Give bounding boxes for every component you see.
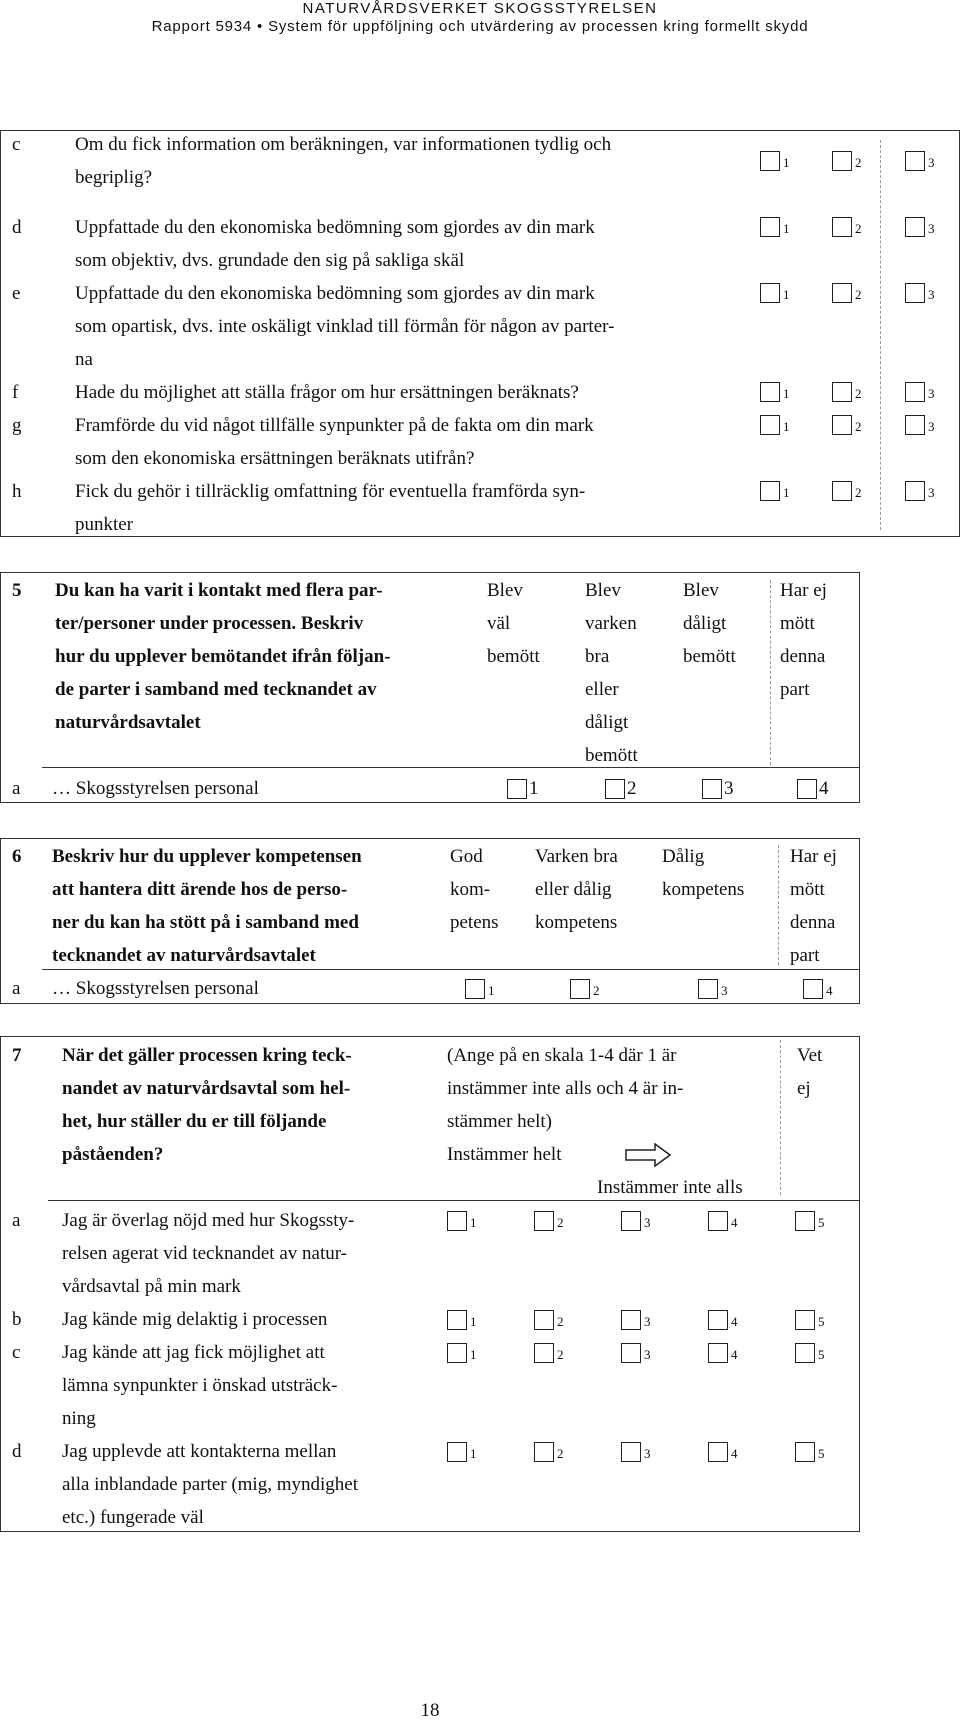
question-text-line: nandet av naturvårdsavtal som hel- bbox=[62, 1078, 351, 1099]
scale-label: 4 bbox=[819, 778, 829, 799]
scale-label: 1 bbox=[783, 287, 790, 302]
checkbox-q7c-2[interactable] bbox=[534, 1343, 554, 1363]
item-text-line: Hade du möjlighet att ställa frågor om hur ersättningen beräknats? bbox=[75, 382, 579, 403]
scale-label: 4 bbox=[826, 983, 833, 998]
column-header: bemött bbox=[585, 745, 638, 766]
checkbox-f-2[interactable] bbox=[832, 382, 852, 402]
item-letter: d bbox=[12, 1441, 22, 1462]
checkbox-q7d-1[interactable] bbox=[447, 1442, 467, 1462]
column-header: väl bbox=[487, 613, 511, 634]
scale-label: 2 bbox=[855, 155, 862, 170]
arrow-right-icon bbox=[625, 1143, 671, 1167]
checkbox-d-2[interactable] bbox=[832, 217, 852, 237]
scale-label: 4 bbox=[731, 1215, 738, 1230]
scale-label: 3 bbox=[721, 983, 728, 998]
item-text-line: relsen agerat vid tecknandet av natur- bbox=[62, 1243, 348, 1264]
scale-label: 5 bbox=[818, 1314, 825, 1329]
scale-label: 2 bbox=[855, 386, 862, 401]
scale-label: 3 bbox=[928, 419, 935, 434]
scale-label: 2 bbox=[855, 419, 862, 434]
question-text-line: Du kan ha varit i kontakt med flera par- bbox=[55, 580, 383, 601]
item-text-line: som opartisk, dvs. inte oskäligt vinklad till förmån för någon av parter- bbox=[75, 316, 615, 337]
scale-label: 2 bbox=[557, 1347, 564, 1362]
checkbox-h-1[interactable] bbox=[760, 481, 780, 501]
scale-label: 3 bbox=[928, 287, 935, 302]
question-text-line: naturvårdsavtalet bbox=[55, 712, 201, 733]
checkbox-q7a-5[interactable] bbox=[795, 1211, 815, 1231]
item-letter: f bbox=[12, 382, 19, 403]
item-text-line: alla inblandade parter (mig, myndighet bbox=[62, 1474, 358, 1495]
item-text-line: Jag kände att jag fick möjlighet att bbox=[62, 1342, 325, 1363]
column-header: kompetens bbox=[662, 879, 745, 900]
column-header: denna bbox=[780, 646, 826, 667]
item-text-line: na bbox=[75, 349, 93, 370]
column-header: kompetens bbox=[535, 912, 618, 933]
checkbox-q5-2[interactable] bbox=[605, 779, 625, 799]
question-text-line: het, hur ställer du er till följande bbox=[62, 1111, 327, 1132]
checkbox-g-3[interactable] bbox=[905, 415, 925, 435]
item-text-line: Jag kände mig delaktig i processen bbox=[62, 1309, 328, 1330]
scale-label: 2 bbox=[593, 983, 600, 998]
checkbox-d-1[interactable] bbox=[760, 217, 780, 237]
row-letter: a bbox=[12, 778, 21, 799]
checkbox-q7d-2[interactable] bbox=[534, 1442, 554, 1462]
scale-label: 1 bbox=[470, 1314, 477, 1329]
divider bbox=[42, 767, 860, 768]
item-text-line: Om du fick information om beräkningen, var informationen tydlig och bbox=[75, 134, 612, 155]
column-header: varken bbox=[585, 613, 637, 634]
question-number: 6 bbox=[12, 846, 22, 867]
question-text-line: Beskriv hur du upplever kompetensen bbox=[52, 846, 362, 867]
checkbox-h-2[interactable] bbox=[832, 481, 852, 501]
scale-label: 3 bbox=[928, 386, 935, 401]
scale-label: 5 bbox=[818, 1446, 825, 1461]
item-text-line: Uppfattade du den ekonomiska bedömning som gjordes av din mark bbox=[75, 283, 595, 304]
checkbox-q7c-4[interactable] bbox=[708, 1343, 728, 1363]
checkbox-q5-3[interactable] bbox=[702, 779, 722, 799]
checkbox-c-2[interactable] bbox=[832, 151, 852, 171]
instruction-end: Instämmer inte alls bbox=[597, 1177, 743, 1198]
scale-label: 1 bbox=[529, 778, 539, 799]
checkbox-h-3[interactable] bbox=[905, 481, 925, 501]
column-header: denna bbox=[790, 912, 836, 933]
question-text-line: hur du upplever bemötandet ifrån följan- bbox=[55, 646, 391, 667]
column-header: Blev bbox=[487, 580, 523, 601]
checkbox-q5-1[interactable] bbox=[507, 779, 527, 799]
scale-label: 3 bbox=[644, 1314, 651, 1329]
page-number: 18 bbox=[420, 1700, 440, 1721]
question-text-line: ner du kan ha stött på i samband med bbox=[52, 912, 359, 933]
checkbox-q7b-4[interactable] bbox=[708, 1310, 728, 1330]
checkbox-q7b-2[interactable] bbox=[534, 1310, 554, 1330]
agency-header: NATURVÅRDSVERKET SKOGSSTYRELSEN bbox=[302, 0, 658, 17]
checkbox-c-1[interactable] bbox=[760, 151, 780, 171]
scale-label: 2 bbox=[557, 1446, 564, 1461]
scale-label: 3 bbox=[928, 485, 935, 500]
item-text-line: Jag upplevde att kontakterna mellan bbox=[62, 1441, 337, 1462]
column-header: bemött bbox=[683, 646, 736, 667]
item-letter: h bbox=[12, 481, 22, 502]
instruction-line: stämmer helt) bbox=[447, 1111, 552, 1132]
item-letter: e bbox=[12, 283, 21, 304]
scale-label: 4 bbox=[731, 1446, 738, 1461]
scale-label: 2 bbox=[627, 778, 637, 799]
item-text-line: punkter bbox=[75, 514, 134, 535]
column-divider bbox=[780, 1040, 781, 1195]
column-header: Har ej bbox=[780, 580, 827, 601]
scale-label: 3 bbox=[644, 1215, 651, 1230]
checkbox-q7a-4[interactable] bbox=[708, 1211, 728, 1231]
checkbox-e-1[interactable] bbox=[760, 283, 780, 303]
question-text-line: de parter i samband med tecknandet av bbox=[55, 679, 377, 700]
item-text-line: ning bbox=[62, 1408, 96, 1429]
checkbox-q7a-1[interactable] bbox=[447, 1211, 467, 1231]
item-letter: d bbox=[12, 217, 22, 238]
scale-label: 1 bbox=[783, 221, 790, 236]
row-label: … Skogsstyrelsen personal bbox=[52, 778, 259, 799]
scale-label: 3 bbox=[928, 155, 935, 170]
checkbox-f-3[interactable] bbox=[905, 382, 925, 402]
scale-label: 3 bbox=[644, 1347, 651, 1362]
column-divider bbox=[770, 580, 771, 765]
checkbox-q7b-3[interactable] bbox=[621, 1310, 641, 1330]
checkbox-q6-1[interactable] bbox=[465, 979, 485, 999]
question-text-line: påståenden? bbox=[62, 1144, 164, 1165]
column-header: bra bbox=[585, 646, 610, 667]
scale-label: 5 bbox=[818, 1347, 825, 1362]
checkbox-c-3[interactable] bbox=[905, 151, 925, 171]
checkbox-q7c-1[interactable] bbox=[447, 1343, 467, 1363]
item-text-line: Jag är överlag nöjd med hur Skogssty- bbox=[62, 1210, 355, 1231]
item-letter: a bbox=[12, 1210, 21, 1231]
column-header: kom- bbox=[450, 879, 491, 900]
checkbox-q7d-5[interactable] bbox=[795, 1442, 815, 1462]
column-header: dåligt bbox=[683, 613, 727, 634]
checkbox-q7d-4[interactable] bbox=[708, 1442, 728, 1462]
column-header: Dålig bbox=[662, 846, 705, 867]
checkbox-e-3[interactable] bbox=[905, 283, 925, 303]
scale-label: 1 bbox=[470, 1347, 477, 1362]
scale-label: 1 bbox=[488, 983, 495, 998]
item-text-line: som objektiv, dvs. grundade den sig på sakliga skäl bbox=[75, 250, 465, 271]
item-letter: c bbox=[12, 134, 21, 155]
item-text-line: begriplig? bbox=[75, 167, 153, 188]
checkbox-d-3[interactable] bbox=[905, 217, 925, 237]
instruction-line: instämmer inte alls och 4 är in- bbox=[447, 1078, 684, 1099]
scale-label: 3 bbox=[928, 221, 935, 236]
column-header: bemött bbox=[487, 646, 540, 667]
question-text-line: När det gäller processen kring teck- bbox=[62, 1045, 352, 1066]
scale-label: 1 bbox=[783, 485, 790, 500]
checkbox-g-1[interactable] bbox=[760, 415, 780, 435]
scale-label: 2 bbox=[855, 485, 862, 500]
vet-ej-header: ej bbox=[797, 1078, 811, 1099]
checkbox-e-2[interactable] bbox=[832, 283, 852, 303]
scale-label: 1 bbox=[783, 419, 790, 434]
scale-label: 4 bbox=[731, 1314, 738, 1329]
scale-label: 3 bbox=[724, 778, 734, 799]
column-header: petens bbox=[450, 912, 499, 933]
checkbox-q7a-3[interactable] bbox=[621, 1211, 641, 1231]
scale-label: 2 bbox=[557, 1215, 564, 1230]
column-header: Har ej bbox=[790, 846, 837, 867]
item-text-line: etc.) fungerade väl bbox=[62, 1507, 204, 1528]
instruction-line: Instämmer helt bbox=[447, 1144, 562, 1165]
scale-label: 3 bbox=[644, 1446, 651, 1461]
checkbox-q7c-3[interactable] bbox=[621, 1343, 641, 1363]
item-text-line: vårdsavtal på min mark bbox=[62, 1276, 241, 1297]
checkbox-q6-4[interactable] bbox=[803, 979, 823, 999]
checkbox-q6-3[interactable] bbox=[698, 979, 718, 999]
column-header: part bbox=[780, 679, 810, 700]
item-text-line: Framförde du vid något tillfälle synpunkter på de fakta om din mark bbox=[75, 415, 594, 436]
scale-label: 1 bbox=[470, 1215, 477, 1230]
checkbox-q7b-1[interactable] bbox=[447, 1310, 467, 1330]
checkbox-q5-4[interactable] bbox=[797, 779, 817, 799]
column-header: part bbox=[790, 945, 820, 966]
checkbox-q6-2[interactable] bbox=[570, 979, 590, 999]
item-letter: b bbox=[12, 1309, 22, 1330]
column-header: eller bbox=[585, 679, 619, 700]
scale-divider bbox=[880, 140, 881, 530]
item-letter: c bbox=[12, 1342, 21, 1363]
row-letter: a bbox=[12, 978, 21, 999]
scale-label: 2 bbox=[855, 287, 862, 302]
scale-label: 1 bbox=[783, 155, 790, 170]
question-number: 7 bbox=[12, 1045, 22, 1066]
column-header: God bbox=[450, 846, 483, 867]
scale-label: 5 bbox=[818, 1215, 825, 1230]
question-text-line: tecknandet av naturvårdsavtalet bbox=[52, 945, 316, 966]
column-divider bbox=[778, 845, 779, 965]
instruction-line: (Ange på en skala 1-4 där 1 är bbox=[447, 1045, 677, 1066]
column-header: dåligt bbox=[585, 712, 629, 733]
column-header: Varken bra bbox=[535, 846, 618, 867]
scale-label: 2 bbox=[855, 221, 862, 236]
checkbox-q7b-5[interactable] bbox=[795, 1310, 815, 1330]
checkbox-q7c-5[interactable] bbox=[795, 1343, 815, 1363]
question-text-line: ter/personer under processen. Beskriv bbox=[55, 613, 364, 634]
report-header: Rapport 5934 • System för uppföljning och utvärdering av processen kring formellt skydd bbox=[151, 18, 809, 35]
checkbox-g-2[interactable] bbox=[832, 415, 852, 435]
column-header: mött bbox=[790, 879, 825, 900]
item-letter: g bbox=[12, 415, 22, 436]
scale-label: 1 bbox=[783, 386, 790, 401]
column-header: eller dålig bbox=[535, 879, 612, 900]
row-label: … Skogsstyrelsen personal bbox=[52, 978, 259, 999]
scale-label: 1 bbox=[470, 1446, 477, 1461]
item-text-line: som den ekonomiska ersättningen beräknats utifrån? bbox=[75, 448, 475, 469]
scale-label: 2 bbox=[557, 1314, 564, 1329]
column-header: Blev bbox=[683, 580, 719, 601]
question-number: 5 bbox=[12, 580, 22, 601]
vet-ej-header: Vet bbox=[797, 1045, 823, 1066]
question-text-line: att hantera ditt ärende hos de perso- bbox=[52, 879, 348, 900]
item-text-line: lämna synpunkter i önskad utsträck- bbox=[62, 1375, 338, 1396]
checkbox-q7d-3[interactable] bbox=[621, 1442, 641, 1462]
item-text-line: Fick du gehör i tillräcklig omfattning för eventuella framförda syn- bbox=[75, 481, 586, 502]
item-text-line: Uppfattade du den ekonomiska bedömning som gjordes av din mark bbox=[75, 217, 595, 238]
checkbox-f-1[interactable] bbox=[760, 382, 780, 402]
column-header: mött bbox=[780, 613, 815, 634]
checkbox-q7a-2[interactable] bbox=[534, 1211, 554, 1231]
scale-label: 4 bbox=[731, 1347, 738, 1362]
column-header: Blev bbox=[585, 580, 621, 601]
